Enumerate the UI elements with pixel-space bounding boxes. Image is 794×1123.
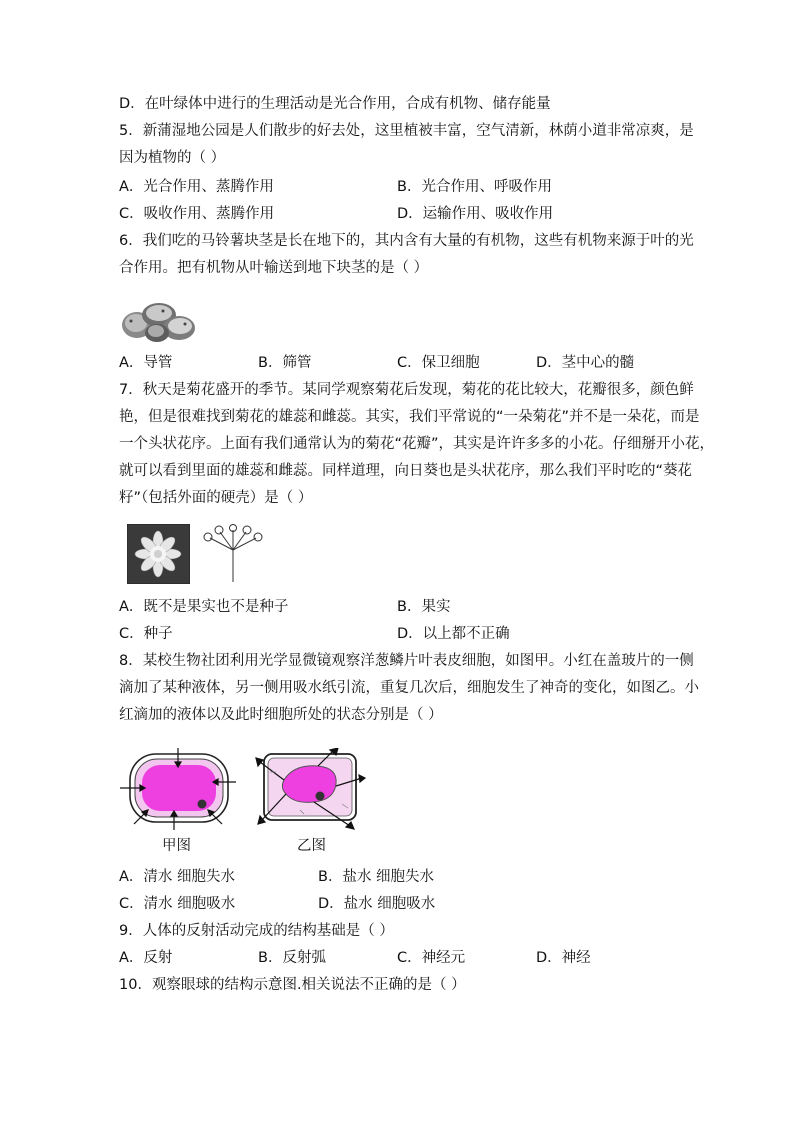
q7-option-a: A．既不是果实也不是种子 — [119, 599, 289, 615]
q7-stem-line2: 艳，但是很难找到菊花的雄蕊和雌蕊。其实，我们平常说的“一朵菊花”并不是一朵花，而是 — [119, 409, 700, 425]
q9-option-b: B．反射弧 — [258, 950, 326, 966]
q7-stem-line5: 籽”（包括外面的硬壳）是（ ） — [119, 490, 313, 506]
q8-option-a: A．清水 细胞失水 — [119, 869, 236, 885]
q6-option-c: C．保卫细胞 — [397, 355, 480, 371]
q5-option-a: A．光合作用、蒸腾作用 — [119, 179, 274, 195]
q7-option-b: B．果实 — [397, 599, 451, 615]
q6-option-a: A．导管 — [119, 355, 173, 371]
q7-option-c: C．种子 — [119, 626, 173, 642]
q8-option-c: C．清水 细胞吸水 — [119, 896, 236, 912]
q7-stem-line1: 7．秋天是菊花盛开的季节。某同学观察菊花后发现，菊花的花比较大，花瓣很多，颜色鲜 — [119, 382, 694, 398]
cell-diagram-jia — [118, 748, 238, 830]
q7-option-d: D．以上都不正确 — [397, 626, 510, 642]
q8-stem-line3: 红滴加的液体以及此时细胞所处的状态分别是（ ） — [119, 707, 443, 723]
q9-stem: 9．人体的反射活动完成的结构基础是（ ） — [119, 923, 394, 939]
q5-option-c: C．吸收作用、蒸腾作用 — [119, 206, 275, 222]
q9-option-a: A．反射 — [119, 950, 173, 966]
q5-option-b: B．光合作用、呼吸作用 — [397, 179, 552, 195]
chrysanthemum-photo — [127, 524, 190, 584]
q4-option-d: D．在叶绿体中进行的生理活动是光合作用，合成有机物、储存能量 — [119, 96, 551, 112]
nucleus-yi — [316, 792, 325, 801]
q6-stem-line2: 合作用。把有机物从叶输送到地下块茎的是（ ） — [119, 260, 429, 276]
q9-option-c: C．神经元 — [397, 950, 466, 966]
cell-diagram-yi — [254, 748, 366, 830]
caption-yi: 乙图 — [297, 838, 326, 854]
q6-option-b: B．筛管 — [258, 355, 312, 371]
q5-stem-line1: 5．新蒲湿地公园是人们散步的好去处，这里植被丰富，空气清新，林荫小道非常凉爽，是 — [119, 123, 694, 139]
q8-option-d: D．盐水 细胞吸水 — [318, 896, 436, 912]
q5-stem-line2: 因为植物的（ ） — [119, 150, 226, 166]
q9-option-d: D．神经 — [536, 950, 591, 966]
potato-image — [119, 293, 199, 345]
caption-jia: 甲图 — [162, 838, 191, 854]
q8-stem-line1: 8．某校生物社团利用光学显微镜观察洋葱鳞片叶表皮细胞，如图甲。小红在盖玻片的一侧 — [119, 653, 694, 669]
q8-stem-line2: 滴加了某种液体，另一侧用吸水纸引流，重复几次后，细胞发生了神奇的变化，如图乙。小 — [119, 680, 699, 696]
q10-stem: 10．观察眼球的结构示意图.相关说法不正确的是（ ） — [119, 977, 466, 993]
q5-option-d: D．运输作用、吸收作用 — [397, 206, 554, 222]
q7-stem-line4: 就可以看到里面的雄蕊和雌蕊。同样道理，向日葵也是头状花序，那么我们平时吃的“葵花 — [119, 463, 693, 479]
q8-option-b: B．盐水 细胞失水 — [318, 869, 435, 885]
flower-head-diagram — [200, 524, 266, 584]
q7-stem-line3: 一个头状花序。上面有我们通常认为的菊花“花瓣”，其实是许许多多的小花。仔细掰开小花， — [119, 436, 715, 452]
q6-stem-line1: 6．我们吃的马铃薯块茎是长在地下的，其内含有大量的有机物，这些有机物来源于叶的光 — [119, 233, 694, 249]
q6-option-d: D．茎中心的髓 — [536, 355, 635, 371]
nucleus-jia — [198, 800, 207, 809]
